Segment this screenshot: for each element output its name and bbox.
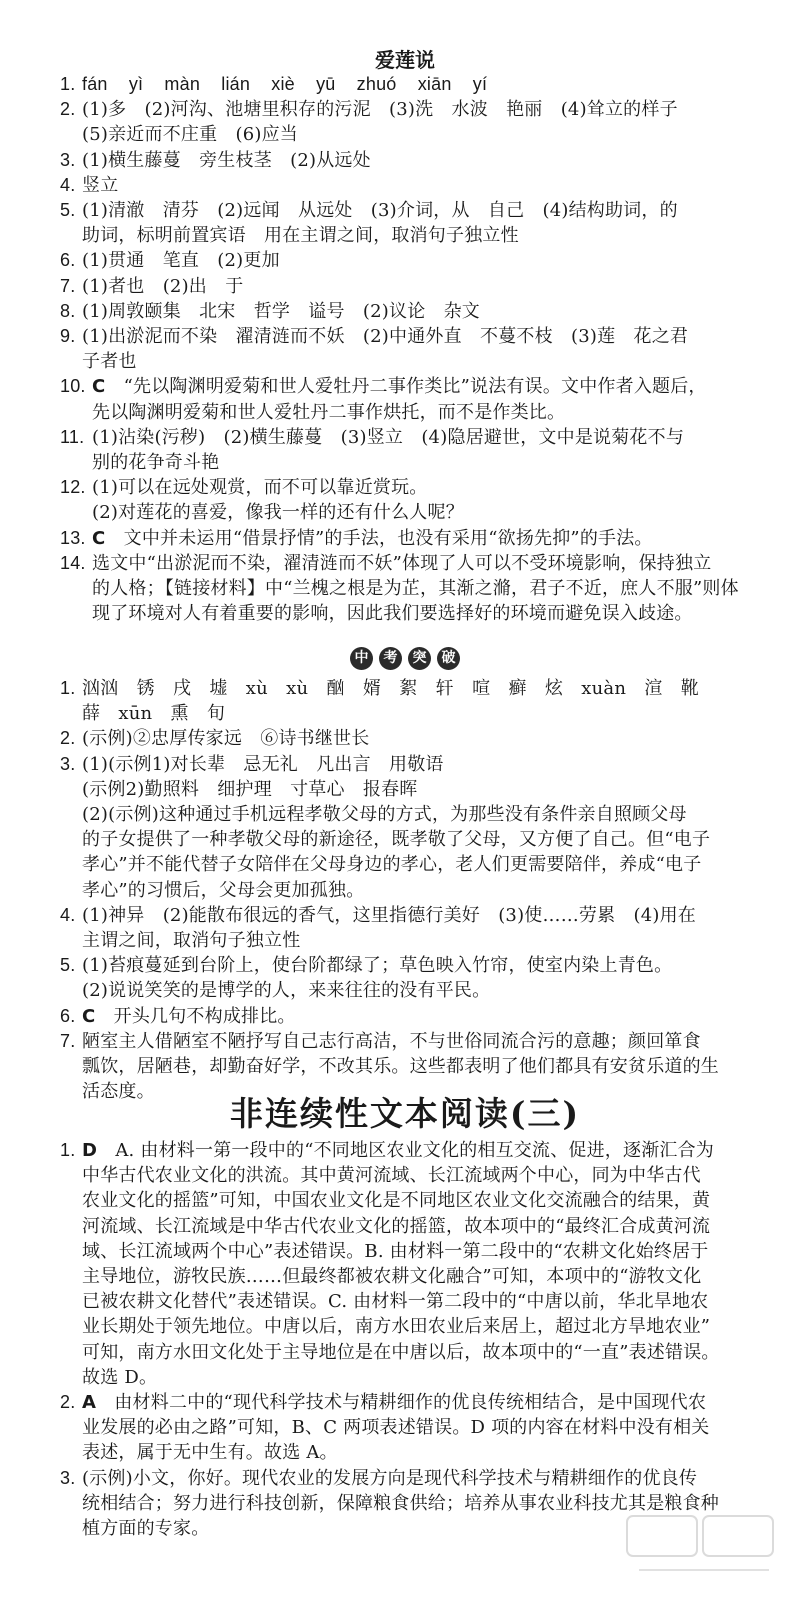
answer-line xyxy=(82,777,750,802)
answer-text: 先以陶渊明爱菊和世人爱牡丹二事作烘托，而不是作类比。 xyxy=(92,401,566,423)
answer-line xyxy=(82,1314,750,1339)
answer-line xyxy=(82,198,750,223)
badge-char: 考 xyxy=(379,647,402,670)
answer-item xyxy=(60,1004,750,1029)
answer-choice: C xyxy=(92,527,106,549)
section-ailianshuo xyxy=(60,48,750,626)
answer-list xyxy=(60,1138,750,1541)
question-number: 1. xyxy=(60,678,76,698)
answer-line xyxy=(82,726,750,751)
answer-item xyxy=(60,148,750,173)
question-number: 2. xyxy=(60,99,76,120)
answer-line xyxy=(82,223,750,248)
zhongkao-tupo-badge xyxy=(60,647,750,670)
answer-line xyxy=(92,551,750,576)
answer-line xyxy=(92,475,750,500)
question-number: 4. xyxy=(60,904,76,925)
answer-line xyxy=(82,1004,750,1029)
question-number: 8. xyxy=(60,300,76,321)
answer-text: fán yì màn lián xiè yū zhuó xiān yí xyxy=(82,74,488,94)
answer-line xyxy=(82,878,750,903)
answer-line xyxy=(82,701,750,726)
answer-text: (1)出淤泥而不染 濯清涟而不妖 (2)中通外直 不蔓不枝 (3)莲 花之君 xyxy=(82,326,689,348)
badge-char: 突 xyxy=(408,647,431,670)
answer-line xyxy=(82,299,750,324)
answer-line xyxy=(82,1054,750,1079)
badge-char: 破 xyxy=(437,647,460,670)
question-number: 1. xyxy=(60,1140,76,1160)
answer-line xyxy=(82,1163,750,1188)
answer-item xyxy=(60,903,750,953)
question-number: 3. xyxy=(60,1467,76,1488)
answer-line xyxy=(82,752,750,777)
answer-item xyxy=(60,1138,750,1390)
answer-line xyxy=(82,827,750,852)
answer-item xyxy=(60,676,750,726)
answer-text: 瓢饮，居陋巷，却勤奋好学，不改其乐。这些都表明了他们都具有安贫乐道的生 xyxy=(82,1056,719,1078)
question-number: 3. xyxy=(60,753,76,774)
answer-item xyxy=(60,526,750,551)
answer-line xyxy=(92,374,750,399)
answer-text: 选文中“出淤泥而不染，濯清涟而不妖”体现了人可以不受环境影响，保持独立 xyxy=(92,552,712,574)
answer-line xyxy=(82,928,750,953)
answer-line xyxy=(82,324,750,349)
section-feilianxu xyxy=(60,1094,750,1541)
answer-text: (1)神异 (2)能散布很远的香气，这里指德行美好 (3)使……劳累 (4)用在 xyxy=(82,904,696,926)
answer-text: 文中并未运用“借景抒情”的手法，也没有采用“欲扬先抑”的手法。 xyxy=(123,527,653,549)
answer-text: 主导地位，游牧民族……但最终都被农耕文化融合”可知，本项中的“游牧文化 xyxy=(82,1266,702,1288)
answer-text: (1)清澈 清芬 (2)远闻 从远处 (3)介词，从 自己 (4)结构助词，的 xyxy=(82,200,678,222)
answer-text: 河流域、长江流域是中华古代农业文化的摇篮，故本项中的“最终汇合成黄河流 xyxy=(82,1215,711,1237)
question-number: 10. xyxy=(60,376,86,397)
answer-text: 统相结合；努力进行科技创新，保障粮食供给；培养从事农业科技尤其是粮食种 xyxy=(82,1492,719,1514)
answer-line xyxy=(92,425,750,450)
answer-item xyxy=(60,551,750,627)
badge-char: 中 xyxy=(350,647,373,670)
question-number: 7. xyxy=(60,1030,76,1051)
question-number: 5. xyxy=(60,955,76,976)
answer-text: A. 由材料一第一段中的“不同地区农业文化的相互交流、促进，逐渐汇合为 xyxy=(115,1140,715,1161)
question-number: 3. xyxy=(60,149,76,170)
answer-line xyxy=(82,676,750,701)
answer-line xyxy=(82,802,750,827)
answer-line xyxy=(82,248,750,273)
question-number: 1. xyxy=(60,74,76,94)
answer-line xyxy=(82,1289,750,1314)
answer-text: 孝心”的习惯后，父母会更加孤独。 xyxy=(82,879,365,901)
question-number: 6. xyxy=(60,1005,76,1026)
answer-item xyxy=(60,953,750,1003)
answer-text: (示例)小文，你好。现代农业的发展方向是现代科学技术与精耕细作的优良传 xyxy=(82,1467,698,1489)
answer-text: 薛 xūn 熏 旬 xyxy=(82,703,226,725)
question-number: 11. xyxy=(60,426,85,447)
answer-text: (1)(示例1)对长辈 忌无礼 凡出言 用敬语 xyxy=(82,753,444,775)
section-title: 爱莲说 xyxy=(375,48,435,72)
answer-text: (1)者也 (2)出 于 xyxy=(82,275,244,297)
answer-text: 由材料二中的“现代科学技术与精耕细作的优良传统相结合，是中国现代农 xyxy=(114,1392,707,1414)
answer-text: 孝心”并不能代替子女陪伴在父母身边的孝心，老人们更需要陪伴，养成“电子 xyxy=(82,854,702,876)
answer-text: 故选 D。 xyxy=(82,1366,158,1388)
answer-list xyxy=(60,72,750,626)
answer-line xyxy=(82,852,750,877)
answer-text: 活态度。 xyxy=(82,1081,155,1103)
answer-text: 子者也 xyxy=(82,351,137,373)
answer-text: “先以陶渊明爱菊和世人爱牡丹二事作类比”说法有误。文中作者入题后， xyxy=(123,376,707,398)
question-number: 13. xyxy=(60,527,86,548)
answer-line xyxy=(82,274,750,299)
answer-line xyxy=(92,526,750,551)
answer-line xyxy=(82,1415,750,1440)
question-number: 9. xyxy=(60,326,76,347)
answer-item xyxy=(60,752,750,903)
answer-item xyxy=(60,324,750,374)
answer-text: 陋室主人借陋室不陋抒写自己志行高洁，不与世俗同流合污的意趣；颜回箪食 xyxy=(82,1030,701,1052)
answer-line xyxy=(82,903,750,928)
answer-text: 现了环境对人有着重要的影响，因此我们要选择好的环境而避免误入歧途。 xyxy=(92,603,693,625)
answer-choice: C xyxy=(82,1005,96,1027)
answer-choice: C xyxy=(92,376,106,398)
answer-line xyxy=(82,1029,750,1054)
answer-text: 主谓之间，取消句子独立性 xyxy=(82,930,301,952)
answer-line xyxy=(82,1239,750,1264)
answer-text: 农业文化的摇篮”可知，中国农业文化是不同地区农业文化交流融合的结果，黄 xyxy=(82,1190,711,1212)
answer-text: (1)可以在远处观赏，而不可以靠近赏玩。 xyxy=(92,477,428,499)
answer-item xyxy=(60,299,750,324)
answer-line xyxy=(82,1365,750,1390)
answer-text: (示例)②忠厚传家远 ⑥诗书继世长 xyxy=(82,728,370,750)
answer-text: (1)横生藤蔓 旁生枝茎 (2)从远处 xyxy=(82,149,371,171)
answer-line xyxy=(82,1466,750,1491)
answer-item xyxy=(60,274,750,299)
answer-line xyxy=(82,349,750,374)
answer-item xyxy=(60,1390,750,1466)
answer-text: 别的花争奇斗艳 xyxy=(92,452,220,474)
answer-item xyxy=(60,173,750,198)
answer-item xyxy=(60,72,750,97)
answer-line xyxy=(92,576,750,601)
answer-line xyxy=(82,72,750,97)
answer-line xyxy=(92,450,750,475)
question-number: 2. xyxy=(60,728,76,749)
answer-item xyxy=(60,475,750,525)
answer-text: 可知，南方水田文化处于主导地位是在中唐以后，故本项中的“一直”表述错误。 xyxy=(82,1341,720,1363)
answer-item xyxy=(60,97,750,147)
answer-item xyxy=(60,248,750,273)
answer-text: (1)多 (2)河沟、池塘里积存的污泥 (3)洗 水波 艳丽 (4)耸立的样子 xyxy=(82,99,678,121)
section-zhongkao xyxy=(60,639,750,1104)
answer-line xyxy=(82,978,750,1003)
answer-text: 开头几句不构成排比。 xyxy=(113,1005,296,1027)
answer-line xyxy=(82,953,750,978)
answer-line xyxy=(92,601,750,626)
question-number: 4. xyxy=(60,174,76,195)
question-number: 6. xyxy=(60,250,76,271)
answer-list xyxy=(60,676,750,1104)
answer-line xyxy=(82,1188,750,1213)
answer-choice: D xyxy=(82,1140,98,1161)
answer-line xyxy=(82,1138,750,1163)
answer-item xyxy=(60,425,750,475)
answer-text: 竖立 xyxy=(82,174,119,196)
answer-text: 域、长江流域两个中心”表述错误。B. 由材料一第二段中的“农耕文化始终居于 xyxy=(82,1240,709,1262)
answer-line xyxy=(82,1390,750,1415)
answer-text: (示例2)勤照料 细护理 寸草心 报春晖 xyxy=(82,778,418,800)
answer-text: 业长期处于领先地位。中唐以后，南方水田农业后来居上，超过北方旱地农业” xyxy=(82,1316,711,1338)
question-number: 12. xyxy=(60,477,86,498)
answer-text: (1)苔痕蔓延到台阶上，使台阶都绿了；草色映入竹帘，使室内染上青色。 xyxy=(82,955,673,977)
answer-line xyxy=(92,400,750,425)
answer-line xyxy=(82,1264,750,1289)
answer-text: (1)贯通 笔直 (2)更加 xyxy=(82,250,280,272)
answer-line xyxy=(82,1340,750,1365)
answer-item xyxy=(60,374,750,424)
section-title: 非连续性文本阅读(三) xyxy=(229,1094,581,1133)
answer-text: 表述，属于无中生有。故选 A。 xyxy=(82,1442,338,1464)
answer-text: 汹汹 锈 戌 墟 xù xù 酗 婿 絮 轩 喧 癣 炫 xuàn 渲 靴 xyxy=(82,678,699,699)
answer-line xyxy=(82,1214,750,1239)
answer-text: 业发展的必由之路”可知，B、C 两项表述错误。D 项的内容在材料中没有相关 xyxy=(82,1417,710,1439)
answer-line xyxy=(82,122,750,147)
answer-text: (5)亲近而不庄重 (6)应当 xyxy=(82,124,298,146)
answer-text: (1)周敦颐集 北宋 哲学 谥号 (2)议论 杂文 xyxy=(82,300,480,322)
answer-text: 的子女提供了一种孝敬父母的新途径，既孝敬了父母，又方便了自己。但“电子 xyxy=(82,829,711,851)
question-number: 5. xyxy=(60,200,76,221)
watermark-logo xyxy=(619,1510,779,1580)
answer-text: 植方面的专家。 xyxy=(82,1518,210,1540)
answer-line xyxy=(82,97,750,122)
answer-item xyxy=(60,726,750,751)
question-number: 14. xyxy=(60,552,86,573)
answer-line xyxy=(92,500,750,525)
answer-text: 的人格；【链接材料】中“兰槐之根是为芷，其渐之滫，君子不近，庶人不服”则体 xyxy=(92,578,739,600)
answer-text: (1)沾染(污秽) (2)横生藤蔓 (3)竖立 (4)隐居避世，文中是说菊花不与 xyxy=(92,426,685,448)
answer-line xyxy=(82,1440,750,1465)
answer-line xyxy=(82,173,750,198)
question-number: 7. xyxy=(60,275,76,296)
question-number: 2. xyxy=(60,1392,76,1413)
answer-text: 已被农耕文化替代”表述错误。C. 由材料一第二段中的“中唐以前，华北旱地农 xyxy=(82,1291,709,1313)
answer-text: (2)对莲花的喜爱，像我一样的还有什么人呢？ xyxy=(92,502,464,524)
answer-text: (2)(示例)这种通过手机远程孝敬父母的方式，为那些没有条件亲自照顾父母 xyxy=(82,804,687,826)
answer-text: 助词，标明前置宾语 用在主谓之间，取消句子独立性 xyxy=(82,225,519,247)
answer-text: (2)说说笑笑的是博学的人，来来往往的没有平民。 xyxy=(82,980,491,1002)
answer-text: 中华古代农业文化的洪流。其中黄河流域、长江流域两个中心，同为中华古代 xyxy=(82,1165,701,1187)
answer-line xyxy=(82,148,750,173)
answer-item xyxy=(60,198,750,248)
answer-choice: A xyxy=(82,1392,97,1414)
